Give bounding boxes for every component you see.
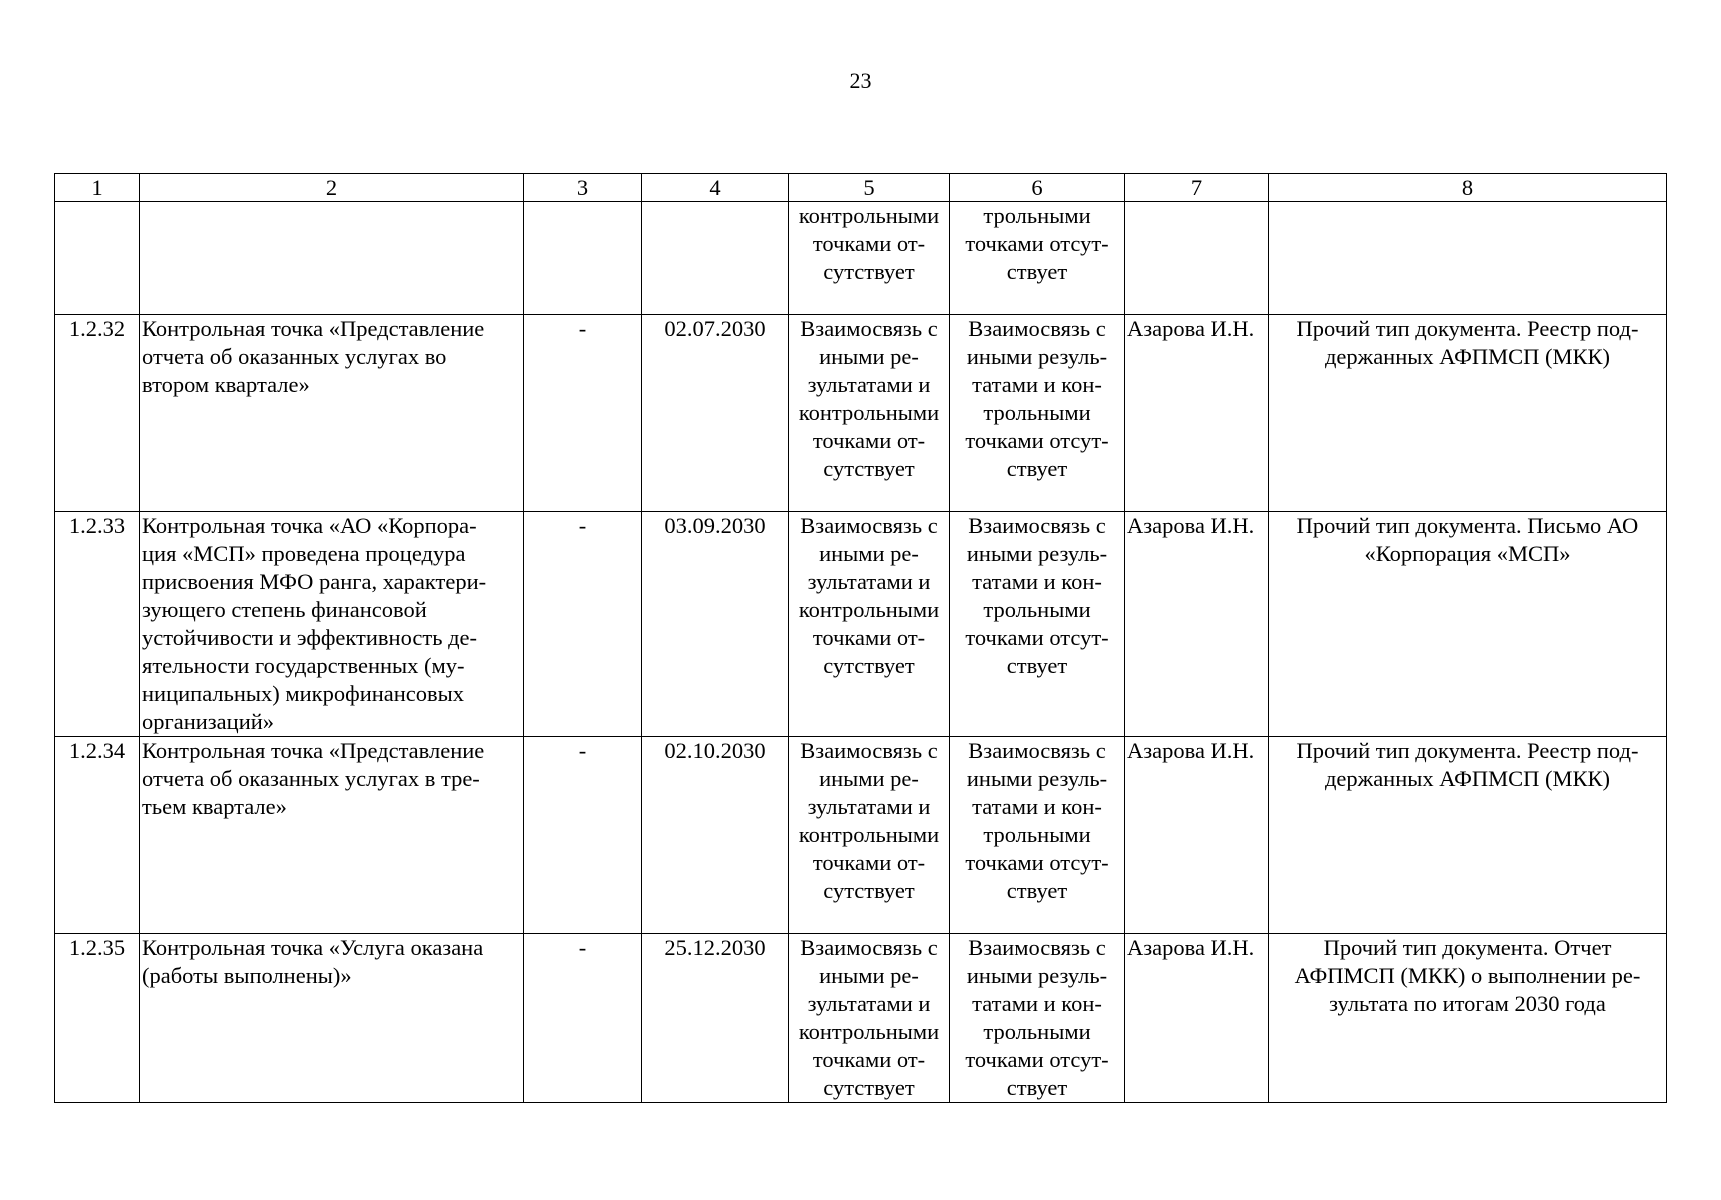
cell-text-line: трольными: [983, 597, 1091, 622]
cell-document: [1269, 512, 1667, 737]
header-row: [55, 174, 1667, 202]
cell-text-line: Взаимосвязь с: [968, 513, 1106, 538]
cell-text-line: присвоения МФО ранга, характери-: [142, 569, 487, 594]
cell-document: [1269, 934, 1667, 1103]
cell-name: [140, 934, 524, 1103]
cell-text-line: ствует: [1006, 1075, 1068, 1100]
cell-col3: [524, 737, 642, 934]
cell-text: -: [578, 316, 587, 341]
cell-text-line: точками от-: [812, 850, 926, 875]
cell-text-line: держанных АФПМСП (МКК): [1324, 766, 1611, 791]
cell-text-line: Контрольная точка «Услуга оказана: [142, 935, 484, 960]
cell-text-line: татами и кон-: [972, 794, 1102, 819]
cell-text-line: иными резуль-: [966, 766, 1108, 791]
column-header: 6: [950, 174, 1125, 202]
cell-text-line: отчета об оказанных услугах в тре-: [142, 766, 480, 791]
cell-col5: [789, 737, 950, 934]
cell-text-line: Взаимосвязь с: [800, 935, 938, 960]
cell-text-line: точками от-: [812, 428, 926, 453]
cell-date: [642, 202, 789, 315]
cell-text-line: устойчивости и эффективность де-: [142, 625, 478, 650]
cell-date: [642, 737, 789, 934]
cell-col6: [950, 934, 1125, 1103]
cell-text-line: зующего степень финансовой: [142, 597, 427, 622]
cell-number: [55, 512, 140, 737]
cell-text-line: ствует: [1006, 456, 1068, 481]
table-row: [55, 512, 1667, 737]
cell-text-line: зультатами и: [807, 991, 931, 1016]
cell-text: Азарова И.Н.: [1127, 316, 1255, 341]
cell-text: 1.2.33: [68, 513, 126, 538]
cell-col3: [524, 315, 642, 512]
column-header: 7: [1125, 174, 1269, 202]
cell-text-line: ция «МСП» проведена процедура: [142, 541, 466, 566]
cell-number: [55, 315, 140, 512]
cell-col6: [950, 512, 1125, 737]
cell-col5: [789, 202, 950, 315]
cell-name: [140, 737, 524, 934]
cell-text-line: Контрольная точка «Представление: [142, 316, 485, 341]
cell-text: 02.10.2030: [664, 738, 766, 763]
cell-text: -: [578, 738, 587, 763]
cell-col6: [950, 737, 1125, 934]
cell-number: [55, 934, 140, 1103]
cell-text-line: Прочий тип документа. Реестр под-: [1296, 738, 1639, 763]
cell-text-line: контрольными: [798, 822, 940, 847]
cell-text-line: трольными: [983, 400, 1091, 425]
cell-text-line: ствует: [1006, 259, 1068, 284]
cell-text-line: зультатами и: [807, 372, 931, 397]
cell-text: Азарова И.Н.: [1127, 738, 1255, 763]
cell-text-line: контрольными: [798, 203, 940, 228]
column-header: 3: [524, 174, 642, 202]
table-row: [55, 934, 1667, 1103]
cell-text-line: контрольными: [798, 1019, 940, 1044]
cell-text-line: ствует: [1006, 878, 1068, 903]
cell-date: [642, 934, 789, 1103]
cell-text: Азарова И.Н.: [1127, 513, 1255, 538]
cell-text-line: ствует: [1006, 653, 1068, 678]
cell-text-line: зультатами и: [807, 794, 931, 819]
cell-text-line: иными резуль-: [966, 963, 1108, 988]
cell-responsible: [1125, 512, 1269, 737]
cell-text-line: держанных АФПМСП (МКК): [1324, 344, 1611, 369]
cell-date: [642, 315, 789, 512]
cell-text-line: татами и кон-: [972, 569, 1102, 594]
cell-text-line: точками от-: [812, 1047, 926, 1072]
cell-text-line: контрольными: [798, 400, 940, 425]
cell-text-line: трольными: [983, 822, 1091, 847]
cell-name: [140, 512, 524, 737]
cell-text-line: Прочий тип документа. Письмо АО: [1296, 513, 1639, 538]
cell-number: [55, 737, 140, 934]
table-row: [55, 737, 1667, 934]
cell-text-line: отчета об оказанных услугах во: [142, 344, 447, 369]
cell-text-line: татами и кон-: [972, 372, 1102, 397]
table-row: [55, 202, 1667, 315]
cell-text: 1.2.35: [68, 935, 126, 960]
cell-document: [1269, 202, 1667, 315]
control-points-table: [54, 173, 1667, 1103]
cell-text-line: сутствует: [823, 653, 915, 678]
cell-text-line: сутствует: [823, 878, 915, 903]
cell-text-line: точками отсут-: [965, 850, 1109, 875]
cell-text-line: иными ре-: [819, 963, 919, 988]
cell-text-line: Контрольная точка «Представление: [142, 738, 485, 763]
cell-text-line: трольными: [983, 203, 1091, 228]
cell-text-line: Взаимосвязь с: [968, 316, 1106, 341]
cell-text-line: точками отсут-: [965, 1047, 1109, 1072]
cell-text-line: точками отсут-: [965, 428, 1109, 453]
cell-date: [642, 512, 789, 737]
cell-text-line: ятельности государственных (му-: [142, 653, 465, 678]
cell-text-line: ниципальных) микрофинансовых: [142, 681, 465, 706]
cell-text-line: Взаимосвязь с: [968, 935, 1106, 960]
cell-text-line: иными резуль-: [966, 541, 1108, 566]
cell-text-line: тьем квартале»: [142, 794, 287, 819]
cell-col5: [789, 934, 950, 1103]
column-header: 8: [1269, 174, 1667, 202]
cell-text-line: Взаимосвязь с: [800, 738, 938, 763]
cell-responsible: [1125, 737, 1269, 934]
cell-text-line: организаций»: [142, 709, 275, 734]
cell-col3: [524, 934, 642, 1103]
cell-text: 25.12.2030: [664, 935, 766, 960]
cell-text-line: Взаимосвязь с: [968, 738, 1106, 763]
cell-col5: [789, 512, 950, 737]
cell-text-line: сутствует: [823, 259, 915, 284]
cell-document: [1269, 315, 1667, 512]
column-header: 5: [789, 174, 950, 202]
cell-text: 03.09.2030: [664, 513, 766, 538]
cell-col6: [950, 202, 1125, 315]
cell-text-line: зультата по итогам 2030 года: [1329, 991, 1606, 1016]
cell-text-line: точками от-: [812, 231, 926, 256]
page-number: 23: [849, 68, 872, 93]
cell-text: -: [578, 935, 587, 960]
cell-col3: [524, 202, 642, 315]
cell-text-line: Взаимосвязь с: [800, 316, 938, 341]
column-header: 2: [140, 174, 524, 202]
cell-text-line: иными ре-: [819, 766, 919, 791]
cell-text-line: точками отсут-: [965, 625, 1109, 650]
cell-text-line: Контрольная точка «АО «Корпора-: [142, 513, 477, 538]
cell-name: [140, 202, 524, 315]
cell-text-line: иными резуль-: [966, 344, 1108, 369]
cell-text: Азарова И.Н.: [1127, 935, 1255, 960]
cell-text-line: «Корпорация «МСП»: [1364, 541, 1571, 566]
cell-text: -: [578, 513, 587, 538]
cell-text-line: точками от-: [812, 625, 926, 650]
cell-text-line: (работы выполнены)»: [142, 963, 352, 988]
cell-text: 02.07.2030: [664, 316, 766, 341]
cell-text-line: иными ре-: [819, 541, 919, 566]
cell-text-line: сутствует: [823, 456, 915, 481]
cell-text-line: точками отсут-: [965, 231, 1109, 256]
cell-text-line: контрольными: [798, 597, 940, 622]
cell-name: [140, 315, 524, 512]
cell-number: [55, 202, 140, 315]
cell-text-line: Прочий тип документа. Реестр под-: [1296, 316, 1639, 341]
cell-text-line: иными ре-: [819, 344, 919, 369]
cell-col5: [789, 315, 950, 512]
cell-responsible: [1125, 202, 1269, 315]
cell-document: [1269, 737, 1667, 934]
cell-text-line: татами и кон-: [972, 991, 1102, 1016]
cell-text-line: АФПМСП (МКК) о выполнении ре-: [1294, 963, 1641, 988]
cell-responsible: [1125, 315, 1269, 512]
cell-text-line: трольными: [983, 1019, 1091, 1044]
column-header: 1: [55, 174, 140, 202]
cell-text-line: зультатами и: [807, 569, 931, 594]
cell-col3: [524, 512, 642, 737]
cell-text: 1.2.32: [68, 316, 126, 341]
table-row: [55, 315, 1667, 512]
cell-col6: [950, 315, 1125, 512]
cell-text-line: втором квартале»: [142, 372, 310, 397]
column-header: 4: [642, 174, 789, 202]
cell-text: 1.2.34: [68, 738, 126, 763]
cell-responsible: [1125, 934, 1269, 1103]
cell-text-line: сутствует: [823, 1075, 915, 1100]
cell-text-line: Прочий тип документа. Отчет: [1323, 935, 1612, 960]
cell-text-line: Взаимосвязь с: [800, 513, 938, 538]
